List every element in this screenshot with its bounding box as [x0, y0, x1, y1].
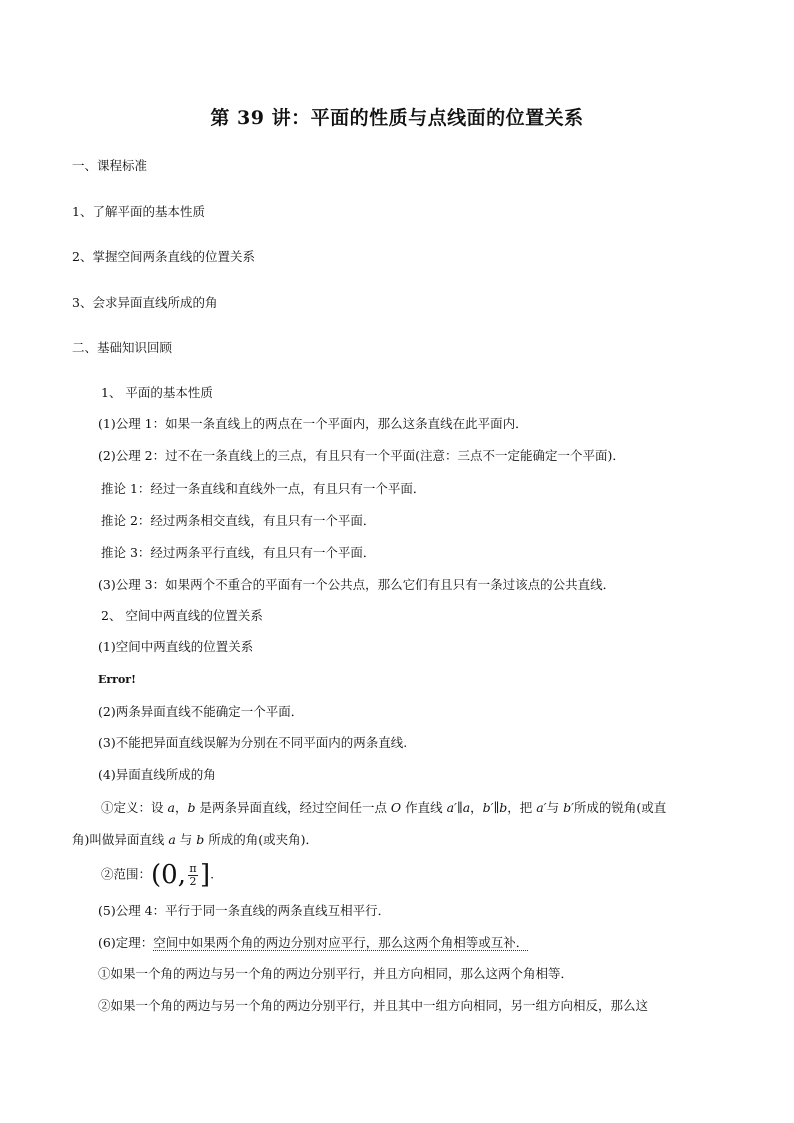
corollary-2: 推论 2：经过两条相交直线，有且只有一个平面．	[101, 513, 376, 528]
paragraph-skew-angle: (4)异面直线所成的角	[98, 767, 216, 782]
definition-line-2: 角)叫做异面直线 a 与 b 所成的角(或夹角)．	[72, 832, 319, 847]
error-text: Error!	[98, 673, 136, 686]
theorem-item-1: ①如果一个角的两边与另一个角的两边分别平行，并且方向相同，那么这两个角相等．	[98, 966, 574, 981]
section-heading-course-standard: 一、课程标准	[72, 158, 148, 173]
definition-line-1: ①定义：设 a，b 是两条异面直线，经过空间任一点 O 作直线 a′∥a，b′∥b，把 a′与 b′所成的锐角(或直	[101, 800, 667, 815]
subsection-heading-plane-properties: 1、 平面的基本性质	[101, 385, 213, 400]
theorem-item-2: ②如果一个角的两边与另一个角的两边分别平行，并且其中一组方向相同，另一组方向相反，那么这	[98, 998, 649, 1013]
paragraph-skew-no-plane: (2)两条异面直线不能确定一个平面．	[98, 704, 304, 719]
standard-item-2: 2、掌握空间两条直线的位置关系	[72, 249, 255, 264]
pi-over-2: $\frac{\pi}{2}$	[189, 861, 197, 888]
subsection-heading-line-relations: 2、 空间中两直线的位置关系	[101, 608, 263, 623]
axiom-2: (2)公理 2：过不在一条直线上的三点，有且只有一个平面(注意：三点不一定能确定一个平面)．	[98, 448, 625, 463]
range-interval: (0, $\frac{\pi}{2}$ ]	[151, 860, 211, 890]
axiom-4: (5)公理 4：平行于同一条直线的两条直线互相平行．	[98, 903, 391, 918]
theorem-line: (6)定理：空间中如果两个角的两边分别对应平行，那么这两个角相等或互补．	[98, 935, 529, 950]
section-heading-basic-review: 二、基础知识回顾	[72, 340, 173, 355]
standard-item-1: 1、了解平面的基本性质	[72, 204, 205, 219]
standard-item-3: 3、会求异面直线所成的角	[72, 295, 218, 310]
axiom-3: (3)公理 3：如果两个不重合的平面有一个公共点，那么它们有且只有一条过该点的公共直线．	[98, 577, 616, 592]
corollary-3: 推论 3：经过两条平行直线，有且只有一个平面．	[101, 545, 376, 560]
range-line: ②范围： (0, $\frac{\pi}{2}$ ] .	[101, 860, 215, 890]
corollary-1: 推论 1：经过一条直线和直线外一点，有且只有一个平面．	[101, 481, 426, 496]
page-title: 第 39 讲：平面的性质与点线面的位置关系	[210, 107, 584, 129]
axiom-1: (1)公理 1：如果一条直线上的两点在一个平面内，那么这条直线在此平面内．	[98, 416, 528, 431]
paragraph-line-relations: (1)空间中两直线的位置关系	[98, 639, 254, 654]
paragraph-skew-misconception: (3)不能把异面直线误解为分别在不同平面内的两条直线.	[98, 735, 408, 750]
